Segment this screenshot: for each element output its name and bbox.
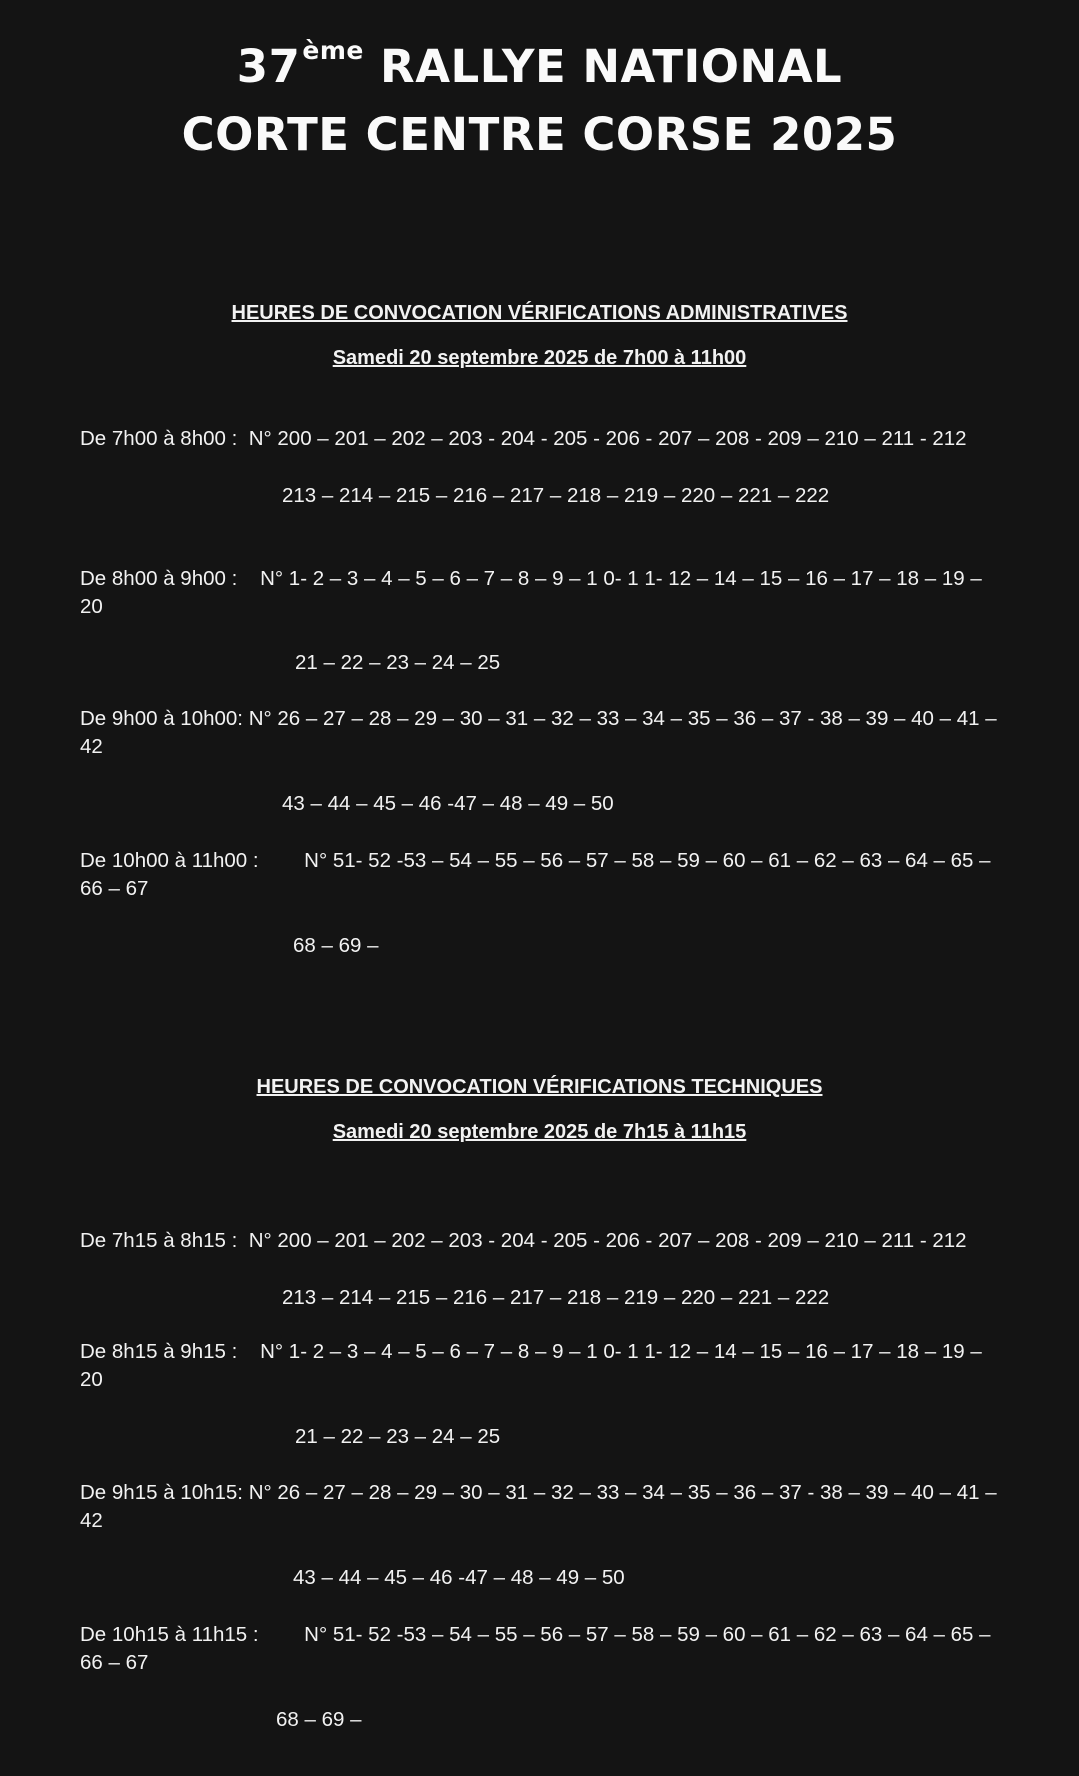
admin-slot-4 (80, 847, 1010, 903)
slot-numbers: N° 200 – 201 – 202 – 203 - 204 - 205 - 206 - 207 – 208 - 209 – 210 – 211 - 212 (248, 1229, 967, 1252)
admin-slot-1 (80, 425, 967, 453)
tech-slot-4 (80, 1621, 1010, 1677)
title-rest: RALLYE NATIONAL (380, 40, 843, 93)
admin-slot-3 (80, 705, 1010, 761)
slot-numbers: N° 51- 52 -53 – 54 – 55 – 56 – 57 – 58 – 59 – 60 – 61 – 62 – 63 – 64 – 65 – 66 – 67 (80, 1623, 991, 1674)
slot-label: De 8h15 à 9h15 : (80, 1340, 238, 1363)
slot-label: De 9h00 à 10h00: (80, 707, 243, 730)
admin-slot-2 (80, 565, 1010, 621)
slot-label: De 10h15 à 11h15 : (80, 1623, 259, 1646)
slot-label: De 8h00 à 9h00 : (80, 567, 238, 590)
admin-heading: HEURES DE CONVOCATION VÉRIFICATIONS ADMINISTRATIVES (231, 302, 848, 324)
slot-numbers: N° 1- 2 – 3 – 4 – 5 – 6 – 7 – 8 – 9 – 1 0- 1 1- 12 – 14 – 15 – 16 – 17 – 18 – 19 – 20 (80, 1340, 982, 1391)
admin-slot-1-continuation: 213 – 214 – 215 – 216 – 217 – 218 – 219 – 220 – 221 – 222 (282, 484, 830, 507)
slot-numbers: N° 26 – 27 – 28 – 29 – 30 – 31 – 32 – 33 – 34 – 35 – 36 – 37 - 38 – 39 – 40 – 41 – 42 (80, 1481, 997, 1532)
tech-slot-1 (80, 1227, 967, 1255)
slot-label: De 10h00 à 11h00 : (80, 849, 259, 872)
admin-date: Samedi 20 septembre 2025 de 7h00 à 11h00 (332, 347, 747, 369)
tech-slot-3-continuation: 43 – 44 – 45 – 46 -47 – 48 – 49 – 50 (293, 1566, 625, 1589)
tech-date: Samedi 20 septembre 2025 de 7h15 à 11h15 (332, 1121, 747, 1143)
admin-slot-2-continuation: 21 – 22 – 23 – 24 – 25 (295, 651, 501, 674)
tech-slot-2 (80, 1338, 1010, 1394)
tech-slot-4-continuation: 68 – 69 – (276, 1708, 362, 1731)
slot-label: De 7h15 à 8h15 : (80, 1229, 238, 1252)
tech-heading: HEURES DE CONVOCATION VÉRIFICATIONS TECHNIQUES (256, 1076, 823, 1098)
slot-label: De 7h00 à 8h00 : (80, 427, 238, 450)
admin-slot-3-continuation: 43 – 44 – 45 – 46 -47 – 48 – 49 – 50 (282, 792, 614, 815)
title-line-1 (0, 36, 1079, 93)
title-superscript: ème (302, 36, 364, 65)
title-line-2: CORTE CENTRE CORSE 2025 (181, 108, 898, 161)
slot-numbers: N° 51- 52 -53 – 54 – 55 – 56 – 57 – 58 – 59 – 60 – 61 – 62 – 63 – 64 – 65 – 66 – 67 (80, 849, 991, 900)
slot-numbers: N° 1- 2 – 3 – 4 – 5 – 6 – 7 – 8 – 9 – 1 0- 1 1- 12 – 14 – 15 – 16 – 17 – 18 – 19 – 20 (80, 567, 982, 618)
admin-slot-4-continuation: 68 – 69 – (293, 934, 379, 957)
slot-numbers: N° 26 – 27 – 28 – 29 – 30 – 31 – 32 – 33 – 34 – 35 – 36 – 37 - 38 – 39 – 40 – 41 – 42 (80, 707, 997, 758)
slot-numbers: N° 200 – 201 – 202 – 203 - 204 - 205 - 206 - 207 – 208 - 209 – 210 – 211 - 212 (248, 427, 967, 450)
tech-slot-1-continuation: 213 – 214 – 215 – 216 – 217 – 218 – 219 – 220 – 221 – 222 (282, 1286, 830, 1309)
title-number: 37 (236, 40, 301, 93)
tech-slot-2-continuation: 21 – 22 – 23 – 24 – 25 (295, 1425, 501, 1448)
slot-label: De 9h15 à 10h15: (80, 1481, 243, 1504)
tech-slot-3 (80, 1479, 1010, 1535)
